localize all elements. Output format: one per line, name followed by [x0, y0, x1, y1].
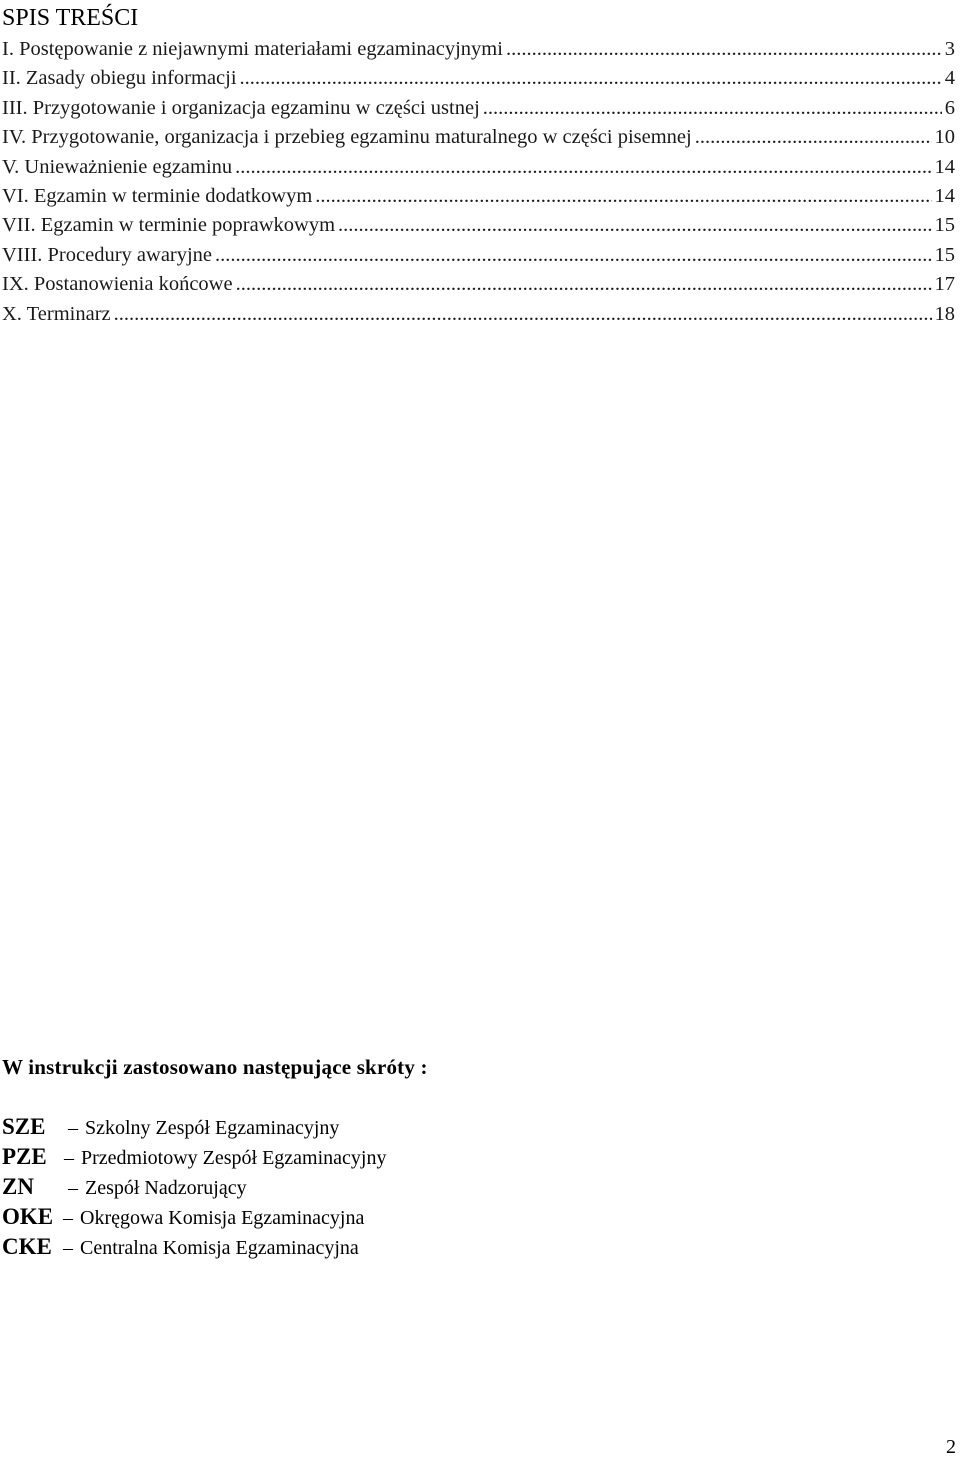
toc-entry-text: II. Zasady obiegu informacji [2, 67, 237, 90]
toc-entry-page: 18 [934, 302, 955, 325]
toc-entry-page: 4 [944, 67, 955, 90]
toc-entry-text: V. Unieważnienie egzaminu [2, 155, 233, 178]
toc-entry-page: 17 [934, 273, 955, 296]
abbreviation-code: SZE [2, 1114, 46, 1139]
table-of-contents [2, 35, 955, 329]
abbreviation-code: OKE [2, 1204, 54, 1229]
abbreviation-description: Zespół Nadzorujący [85, 1177, 247, 1199]
abbreviation-item [2, 1172, 386, 1202]
toc-entry[interactable] [2, 182, 955, 211]
toc-entry-text: IX. Postanowienia końcowe [2, 273, 233, 296]
abbreviation-description: Przedmiotowy Zespół Egzaminacyjny [81, 1147, 387, 1169]
toc-leader-dots [506, 35, 942, 64]
toc-entry-text: I. Postępowanie z niejawnymi materiałami egzaminacyjnymi [2, 38, 503, 60]
toc-leader-dots [236, 270, 932, 299]
abbreviation-item [2, 1202, 386, 1232]
toc-entry[interactable] [2, 35, 955, 64]
abbreviation-dash: – [63, 1207, 73, 1229]
abbreviation-description: Szkolny Zespół Egzaminacyjny [85, 1117, 340, 1139]
toc-entry-page: 10 [934, 126, 955, 149]
toc-entry-text: X. Terminarz [2, 302, 111, 325]
toc-entry[interactable] [2, 241, 955, 270]
toc-leader-dots [215, 241, 931, 270]
toc-entry[interactable] [2, 153, 955, 182]
toc-entry-page: 14 [934, 155, 955, 178]
toc-entry-text: IV. Przygotowanie, organizacja i przebieg egzaminu maturalnego w części pisemnej [2, 126, 692, 149]
abbreviation-dash: – [63, 1237, 73, 1259]
abbreviations-list [2, 1112, 386, 1262]
abbreviations-heading: W instrukcji zastosowano następujące skróty : [2, 1055, 428, 1079]
toc-entry[interactable] [2, 94, 955, 123]
toc-entry[interactable] [2, 123, 955, 152]
toc-entry-text: VII. Egzamin w terminie poprawkowym [2, 214, 336, 237]
page-number: 2 [946, 1436, 956, 1458]
abbreviation-dash: – [64, 1147, 74, 1169]
abbreviation-code: PZE [2, 1144, 47, 1169]
toc-entry-text: VIII. Procedury awaryjne [2, 243, 213, 266]
toc-entry[interactable] [2, 270, 955, 299]
toc-title: SPIS TREŚCI [2, 5, 139, 31]
abbreviation-code: ZN [2, 1174, 34, 1199]
abbreviation-item [2, 1142, 386, 1172]
toc-entry-page: 3 [944, 38, 955, 60]
toc-leader-dots [338, 211, 931, 240]
toc-entry[interactable] [2, 300, 955, 329]
toc-leader-dots [114, 300, 932, 329]
toc-entry[interactable] [2, 211, 955, 240]
toc-leader-dots [695, 123, 932, 152]
abbreviation-code: CKE [2, 1234, 52, 1259]
abbreviation-description: Okręgowa Komisja Egzaminacyjna [80, 1207, 365, 1229]
toc-entry-page: 15 [934, 243, 955, 266]
abbreviation-dash: – [68, 1117, 78, 1139]
toc-entry-text: III. Przygotowanie i organizacja egzaminu w części ustnej [2, 96, 480, 119]
toc-leader-dots [235, 153, 931, 182]
abbreviation-item [2, 1112, 386, 1142]
abbreviation-item [2, 1232, 386, 1262]
toc-entry-text: VI. Egzamin w terminie dodatkowym [2, 184, 313, 207]
toc-leader-dots [240, 64, 942, 93]
toc-leader-dots [483, 94, 942, 123]
toc-entry[interactable] [2, 64, 955, 93]
abbreviation-description: Centralna Komisja Egzaminacyjna [80, 1237, 359, 1259]
toc-entry-page: 6 [944, 96, 955, 119]
toc-leader-dots [315, 182, 931, 211]
abbreviation-dash: – [68, 1177, 78, 1199]
toc-entry-page: 14 [934, 184, 955, 207]
toc-entry-page: 15 [934, 214, 955, 237]
